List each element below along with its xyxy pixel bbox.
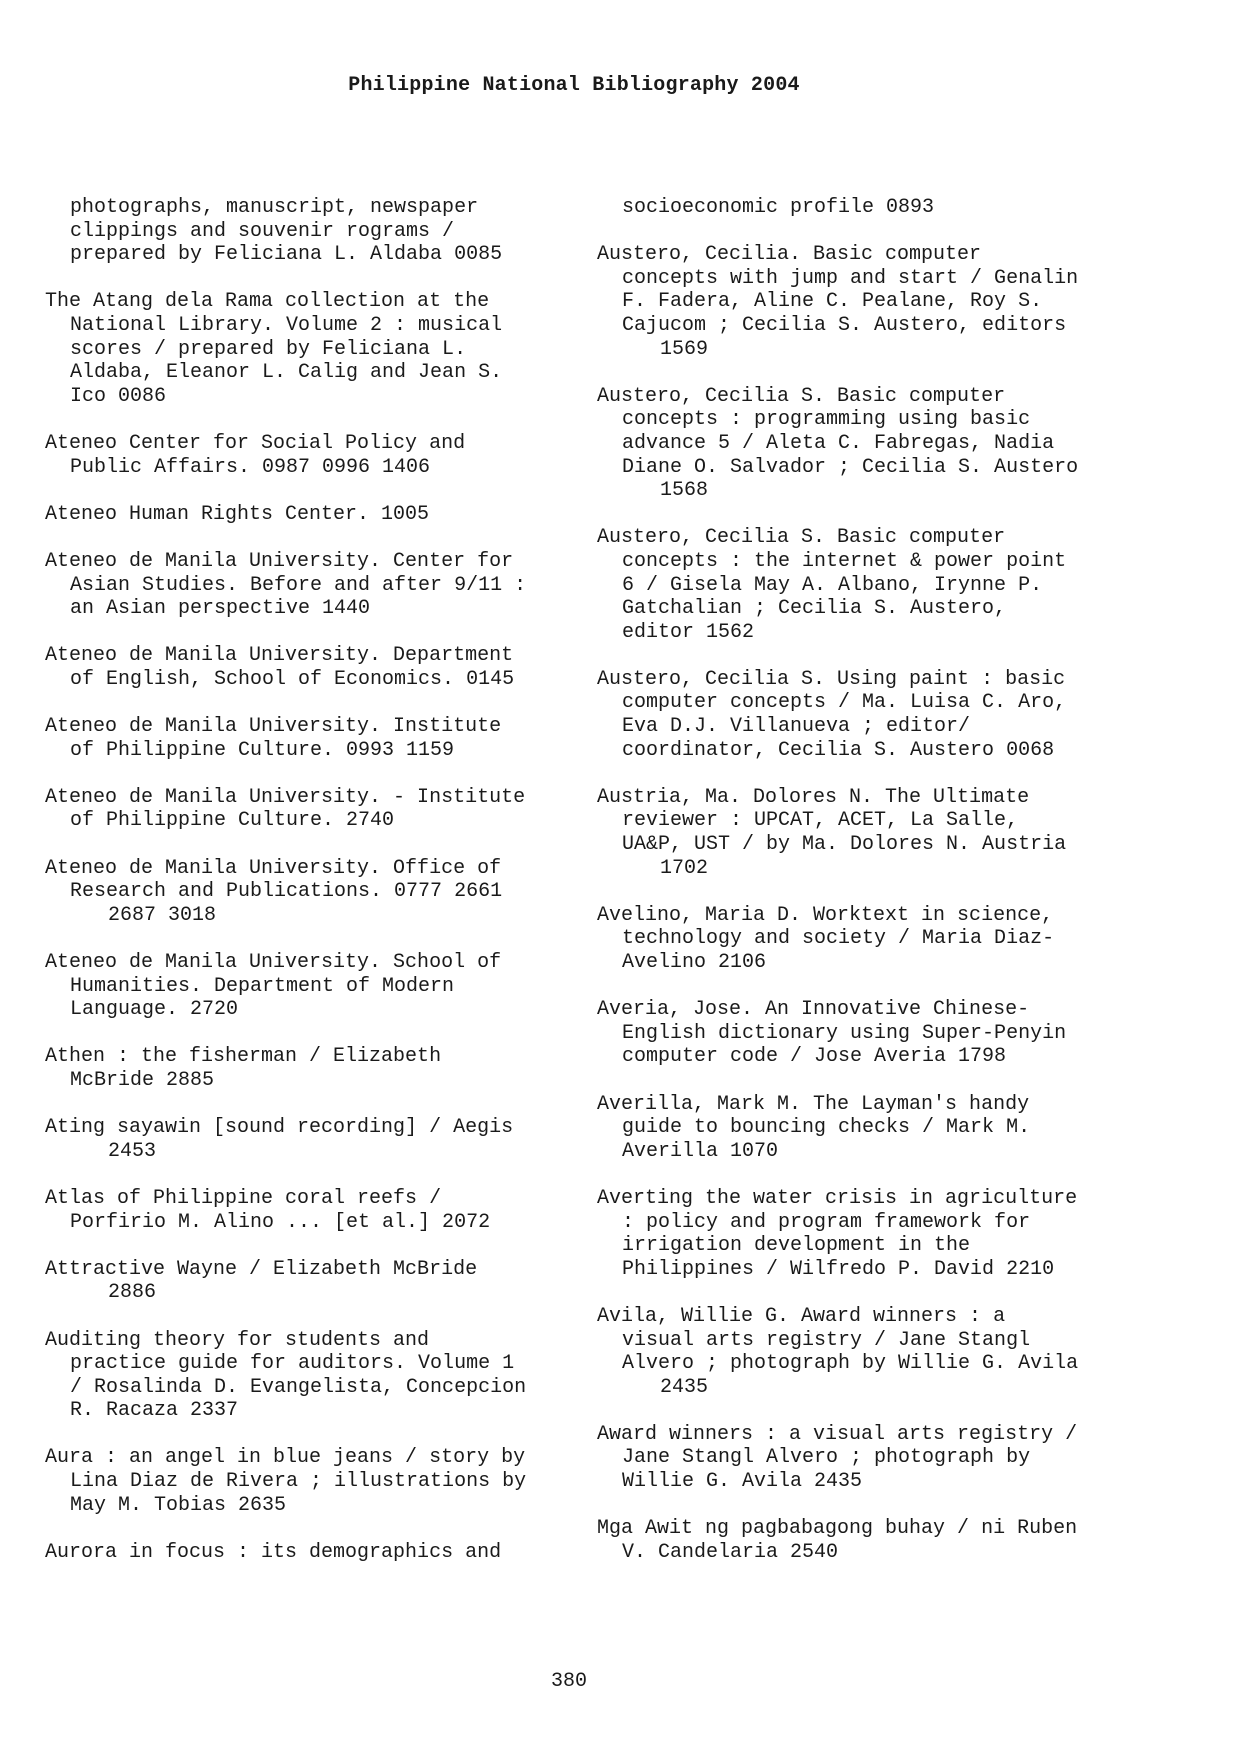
index-entry [597, 786, 1137, 880]
index-entry [45, 503, 565, 527]
index-entry-line: 2435 [660, 1375, 709, 1399]
index-entry-line: Ateneo Human Rights Center. 1005 [45, 502, 430, 526]
index-entry-line: Lina Diaz de Rivera ; illustrations by [70, 1470, 527, 1494]
index-entry-line: Philippines / Wilfredo P. David 2210 [622, 1257, 1055, 1281]
index-entry-line: technology and society / Maria Diaz- [622, 927, 1055, 951]
index-entry-line: 2687 3018 [108, 903, 217, 927]
index-entry-line: Public Affairs. 0987 0996 1406 [70, 455, 431, 479]
index-entry [45, 432, 565, 479]
index-entry [597, 1517, 1137, 1564]
index-entry-line: Ateneo de Manila University. - Institute [45, 785, 526, 809]
index-entry-line: computer concepts / Ma. Luisa C. Aro, [622, 691, 1067, 715]
index-entry-line: an Asian perspective 1440 [70, 597, 371, 621]
index-entry-line: Austero, Cecilia. Basic computer [597, 243, 982, 267]
index-entry-line: Ateneo de Manila University. Department [45, 644, 514, 668]
index-entry-line: of Philippine Culture. 0993 1159 [70, 738, 455, 762]
index-entry-line: : policy and program framework for [622, 1210, 1031, 1234]
index-entry [45, 715, 565, 762]
page-number: 380 [550, 1670, 587, 1693]
index-entry-line: Austero, Cecilia S. Basic computer [597, 384, 1006, 408]
page-title: Philippine National Bibliography 2004 [348, 74, 800, 97]
index-entry-line: Cajucom ; Cecilia S. Austero, editors [622, 313, 1067, 337]
index-column-left [45, 196, 565, 1588]
index-entry-line: English dictionary using Super-Penyin [622, 1021, 1067, 1045]
index-entry-line: V. Candelaria 2540 [622, 1540, 839, 1564]
index-entry-line: Athen : the fisherman / Elizabeth [45, 1045, 442, 1069]
index-entry-line: Jane Stangl Alvero ; photograph by [622, 1446, 1031, 1470]
index-entry [597, 526, 1137, 644]
index-entry [45, 1258, 565, 1305]
index-entry-line: practice guide for auditors. Volume 1 [70, 1352, 515, 1376]
index-entry-line: Avila, Willie G. Award winners : a [597, 1304, 1006, 1328]
index-entry-line: National Library. Volume 2 : musical [70, 313, 503, 337]
index-entry [45, 951, 565, 1022]
index-entry-line: scores / prepared by Feliciana L. [70, 337, 467, 361]
index-entry [597, 1423, 1137, 1494]
index-column-right [597, 196, 1137, 1588]
index-entry-line: Atlas of Philippine coral reefs / [45, 1186, 442, 1210]
index-entry [597, 196, 1137, 220]
index-entry-line: concepts : the internet & power point [622, 549, 1067, 573]
index-entry-line: May M. Tobias 2635 [70, 1493, 287, 1517]
index-entry-line: Austero, Cecilia S. Using paint : basic [597, 667, 1066, 691]
index-entry-line: Eva D.J. Villanueva ; editor/ [622, 715, 971, 739]
index-entry-line: Ico 0086 [70, 384, 167, 408]
index-entry-line: Auditing theory for students and [45, 1328, 430, 1352]
index-entry-line: Porfirio M. Alino ... [et al.] 2072 [70, 1210, 491, 1234]
index-entry-line: visual arts registry / Jane Stangl [622, 1328, 1031, 1352]
index-entry-line: Avelino 2106 [622, 951, 767, 974]
index-entry-line: reviewer : UPCAT, ACET, La Salle, [622, 809, 1019, 833]
index-entry-line: Avelino, Maria D. Worktext in science, [597, 903, 1054, 927]
index-entry-line: F. Fadera, Aline C. Pealane, Roy S. [622, 290, 1043, 314]
index-entry-line: Averilla 1070 [622, 1139, 779, 1163]
index-entry [45, 644, 565, 691]
index-entry [45, 196, 565, 267]
index-entry-line: irrigation development in the [622, 1234, 971, 1258]
index-entry-line: 1702 [660, 856, 709, 880]
index-entry [45, 1329, 565, 1423]
index-entry [597, 1305, 1137, 1399]
index-entry-line: editor 1562 [622, 620, 755, 644]
index-entry [45, 1446, 565, 1517]
index-entry-line: Humanities. Department of Modern [70, 974, 455, 998]
index-entry-line: clippings and souvenir rograms / [70, 219, 455, 243]
index-entry-line: Ating sayawin [sound recording] / Aegis [45, 1116, 514, 1140]
index-entry-line: Ateneo de Manila University. Center for [45, 549, 514, 573]
index-entry-line: Award winners : a visual arts registry / [597, 1422, 1078, 1446]
index-entry-line: coordinator, Cecilia S. Austero 0068 [622, 738, 1055, 762]
index-entry-line: Alvero ; photograph by Willie G. Avila [622, 1352, 1079, 1376]
index-entry [45, 1541, 565, 1565]
index-entry-line: photographs, manuscript, newspaper [70, 196, 479, 219]
index-entry [45, 290, 565, 408]
index-entry-line: Averilla, Mark M. The Layman's handy [597, 1092, 1030, 1116]
index-entry-line: 6 / Gisela May A. Albano, Irynne P. [622, 573, 1043, 597]
index-entry [597, 998, 1137, 1069]
index-entry-line: Mga Awit ng pagbabagong buhay / ni Ruben [597, 1517, 1078, 1541]
index-entry-line: Austero, Cecilia S. Basic computer [597, 526, 1006, 550]
index-entry [45, 857, 565, 928]
index-entry-line: Gatchalian ; Cecilia S. Austero, [622, 597, 1007, 621]
index-entry-line: Aldaba, Eleanor L. Calig and Jean S. [70, 361, 503, 385]
index-entry [45, 1116, 565, 1163]
index-entry-line: Diane O. Salvador ; Cecilia S. Austero [622, 455, 1079, 479]
index-entry-line: 2886 [108, 1281, 157, 1305]
index-entry-line: Ateneo de Manila University. Institute [45, 715, 502, 739]
index-entry-line: Ateneo de Manila University. Office of [45, 856, 502, 880]
index-entry-line: advance 5 / Aleta C. Fabregas, Nadia [622, 431, 1055, 455]
index-entry-line: Aura : an angel in blue jeans / story by [45, 1446, 526, 1470]
index-entry [597, 243, 1137, 361]
index-entry-line: prepared by Feliciana L. Aldaba 0085 [70, 243, 503, 267]
index-entry [45, 786, 565, 833]
index-entry-line: Averia, Jose. An Innovative Chinese- [597, 998, 1030, 1022]
index-entry-line: Averting the water crisis in agriculture [597, 1186, 1078, 1210]
index-entry-line: concepts with jump and start / Genalin [622, 266, 1079, 290]
index-entry [597, 385, 1137, 503]
index-entry-line: 1569 [660, 337, 709, 361]
index-entry [45, 550, 565, 621]
index-entry-line: R. Racaza 2337 [70, 1399, 239, 1423]
index-entry-line: / Rosalinda D. Evangelista, Concepcion [70, 1375, 527, 1399]
index-entry-line: guide to bouncing checks / Mark M. [622, 1116, 1031, 1140]
index-entry-line: Willie G. Avila 2435 [622, 1470, 863, 1494]
index-entry-line: 1568 [660, 479, 709, 503]
index-entry-line: McBride 2885 [70, 1068, 215, 1092]
index-entry [45, 1045, 565, 1092]
index-entry-line: Austria, Ma. Dolores N. The Ultimate [597, 785, 1030, 809]
index-entry-line: concepts : programming using basic [622, 408, 1031, 432]
index-entry-line: Language. 2720 [70, 998, 239, 1022]
index-entry-line: computer code / Jose Averia 1798 [622, 1045, 1007, 1069]
index-entry-line: 2453 [108, 1139, 157, 1163]
index-entry-line: socioeconomic profile 0893 [622, 196, 935, 219]
index-entry-line: of Philippine Culture. 2740 [70, 809, 395, 833]
index-entry-line: of English, School of Economics. 0145 [70, 667, 515, 691]
index-entry [597, 1093, 1137, 1164]
index-entry-line: Ateneo de Manila University. School of [45, 951, 502, 974]
index-entry [597, 668, 1137, 762]
index-entry-line: Attractive Wayne / Elizabeth McBride [45, 1257, 478, 1281]
index-entry [597, 904, 1137, 975]
index-entry-line: The Atang dela Rama collection at the [45, 290, 490, 314]
index-entry-line: Ateneo Center for Social Policy and [45, 431, 466, 455]
index-entry [45, 1187, 565, 1234]
index-entry [597, 1187, 1137, 1281]
index-entry-line: Aurora in focus : its demographics and [45, 1540, 502, 1564]
index-entry-line: UA&P, UST / by Ma. Dolores N. Austria [622, 833, 1067, 857]
index-entry-line: Research and Publications. 0777 2661 [70, 880, 503, 904]
index-entry-line: Asian Studies. Before and after 9/11 : [70, 573, 527, 597]
